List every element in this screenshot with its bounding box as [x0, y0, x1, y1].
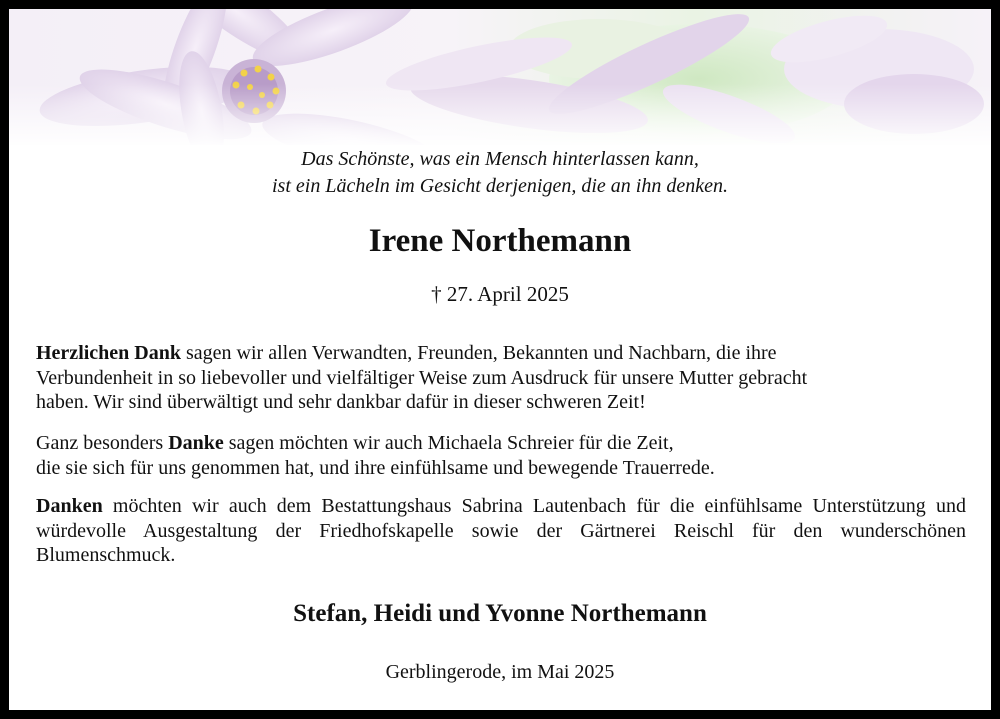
- thanks-text-1: sagen wir allen Verwandten, Freunden, Bekannten und Nachbarn, die ihre: [181, 342, 777, 364]
- memorial-quote: [9, 146, 991, 200]
- quote-line-1: Das Schönste, was ein Mensch hinterlassen kann,: [301, 148, 699, 170]
- thanks-paragraph-3: [36, 494, 966, 568]
- thanks-p3-lead: Danken: [36, 495, 103, 517]
- thanks-p3-text: möchten wir auch dem Bestattungshaus Sabrina Lautenbach für die einfühlsame Unterstützung und würdevolle Ausgestaltung der Friedhofskapelle sowie der Gärtnerei Reischl für den wunderschönen Blumenschmuck.: [36, 495, 966, 566]
- signers: Stefan, Heidi und Yvonne Northemann: [293, 600, 707, 627]
- thanks-lead: Herzlichen Dank: [36, 342, 181, 364]
- thanks-p2-text-1: sagen möchten wir auch Michaela Schreier für die Zeit,: [223, 432, 674, 454]
- quote-line-2: ist ein Lächeln im Gesicht derjenigen, die an ihn denken.: [271, 175, 728, 197]
- thanks-paragraph-2: [36, 431, 966, 480]
- thanks-text-3: haben. Wir sind überwältigt und sehr dankbar dafür in dieser schweren Zeit!: [36, 391, 646, 413]
- thanks-paragraph-1: [36, 341, 966, 415]
- place-and-date: Gerblingerode, im Mai 2025: [385, 661, 615, 683]
- death-date: † 27. April 2025: [431, 282, 569, 306]
- thanks-p2-pre: Ganz besonders: [36, 432, 169, 454]
- flower-illustration: [9, 9, 991, 145]
- deceased-name: Irene Northemann: [368, 223, 632, 259]
- thanks-p2-bold: Danke: [168, 432, 224, 454]
- flower-banner-image: [9, 9, 991, 145]
- thanks-text-2: Verbundenheit in so liebevoller und vielfältiger Weise zum Ausdruck für unsere Mutter gebracht: [36, 366, 808, 389]
- thanks-p2-text-2: die sie sich für uns genommen hat, und ihre einfühlsame und bewegende Trauerrede.: [36, 456, 715, 479]
